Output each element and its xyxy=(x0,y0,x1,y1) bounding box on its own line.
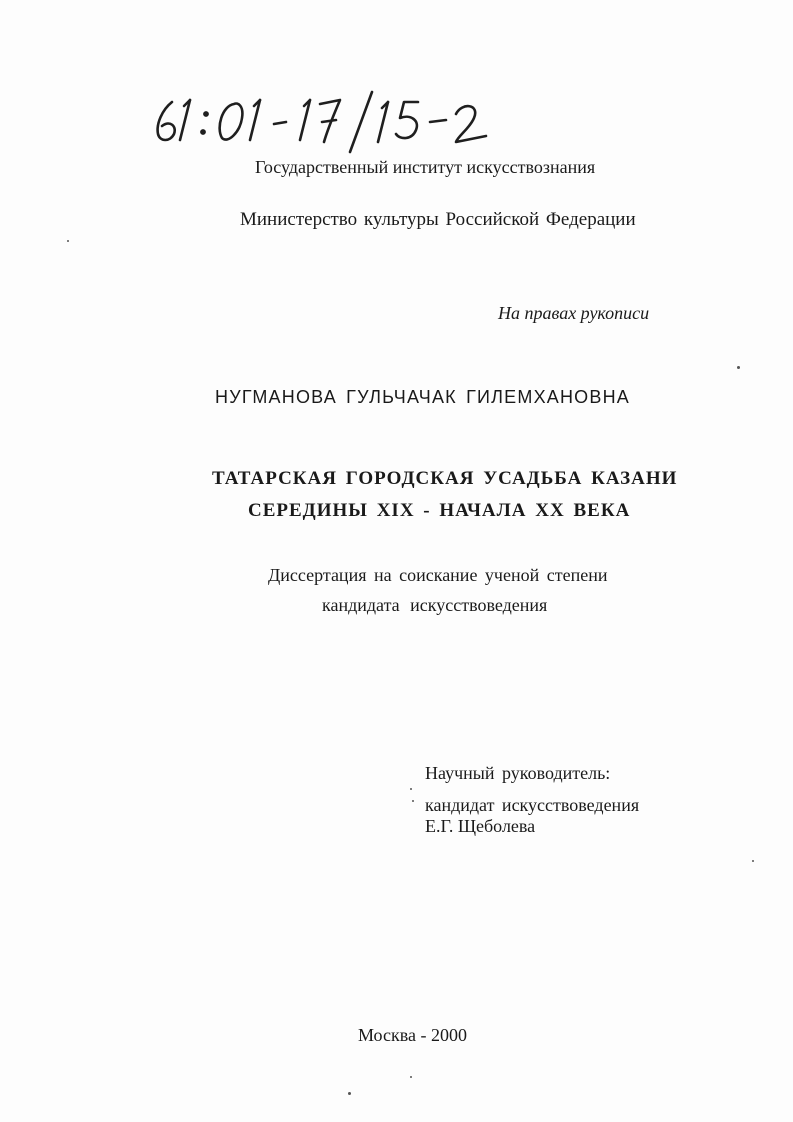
author-name: НУГМАНОВА ГУЛЬЧАЧАК ГИЛЕМХАНОВНА xyxy=(215,387,630,407)
supervisor-label: Научный руководитель: xyxy=(425,763,611,783)
scan-speck xyxy=(410,1076,412,1078)
institute-name: Государственный институт искусствознания xyxy=(255,157,596,177)
handwritten-catalog-code xyxy=(150,88,510,158)
supervisor-name: Е.Г. Щеболева xyxy=(425,816,536,836)
supervisor-degree: кандидат искусствоведения xyxy=(425,795,640,815)
dissertation-note-line1: Диссертация на соискание ученой степени xyxy=(268,565,608,585)
thesis-title-line1: ТАТАРСКАЯ ГОРОДСКАЯ УСАДЬБА КАЗАНИ xyxy=(212,468,678,489)
scan-speck xyxy=(410,788,412,790)
scan-speck xyxy=(348,1092,351,1095)
scan-speck xyxy=(412,800,414,802)
handwritten-code-drawing xyxy=(150,88,510,158)
rights-note: На правах рукописи xyxy=(498,303,650,323)
ministry-name: Министерство культуры Российской Федерации xyxy=(240,209,636,230)
scan-speck xyxy=(737,366,740,369)
scan-speck xyxy=(67,240,69,242)
dissertation-note-line2: кандидата искусствоведения xyxy=(322,595,548,615)
thesis-title-line2: СЕРЕДИНЫ XIX - НАЧАЛА XX ВЕКА xyxy=(248,500,631,521)
city-year: Москва - 2000 xyxy=(358,1025,467,1045)
scan-speck xyxy=(752,860,754,862)
